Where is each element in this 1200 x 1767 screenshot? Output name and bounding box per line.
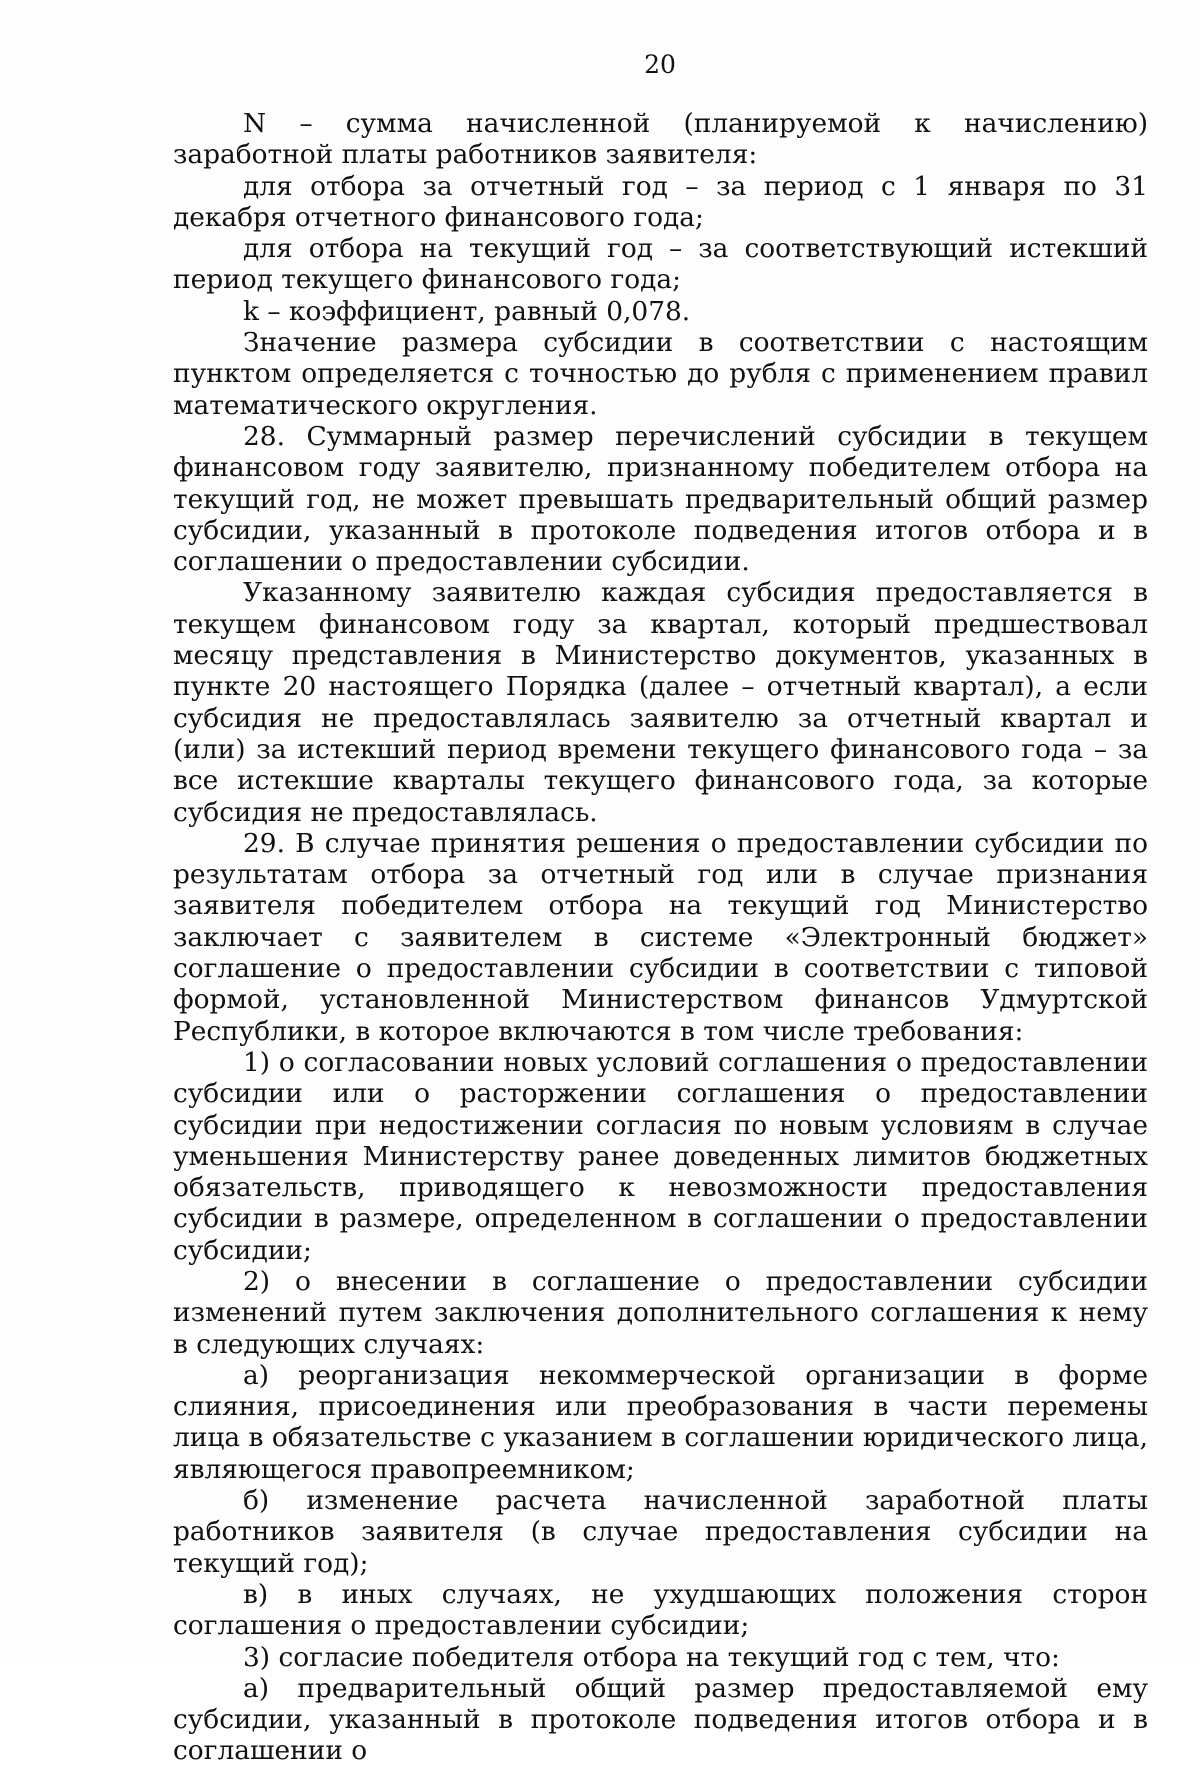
paragraph-requirement-1: 1) о согласовании новых условий соглашения о предоставлении субсидии или о расторжении соглашения о предоставлении субсидии при недостижении согласия по новым условиям в случае уменьшения Министерству ранее доведенных лимитов бюджетных обязательств, приводящего к невозможности предоставления субсидии в размере, определенном в соглашении о предоставлении субсидии; [173, 1046, 1148, 1266]
paragraph-requirement-3: 3) согласие победителя отбора на текущий год с тем, что: [243, 1641, 1060, 1673]
page-number: 20 [644, 50, 676, 79]
paragraph-item-29: 29. В случае принятия решения о предоставлении субсидии по результатам отбора за отчетный год или в случае признания заявителя победителем отбора на текущий год Министерство заключает с заявителем в системе «Электронный бюджет» соглашение о предоставлении субсидии в соответствии с типовой формой, установленной Министерством финансов Удмуртской Республики, в которое включаются в том числе требования: [173, 827, 1148, 1047]
paragraph-item-28: 28. Суммарный размер перечислений субсидии в текущем финансовом году заявителю, признанному победителем отбора на текущий год, не может превышать предварительный общий размер субсидии, указанный в протоколе подведения итогов отбора и в соглашении о предоставлении субсидии. [173, 420, 1148, 578]
paragraph-k-coefficient: k – коэффициент, равный 0,078. [243, 295, 691, 327]
paragraph-requirement-2b: б) изменение расчета начисленной заработной платы работников заявителя (в случае предоставления субсидии на текущий год); [173, 1485, 1148, 1579]
document-body [173, 108, 1148, 1767]
paragraph-quarterly-subsidy: Указанному заявителю каждая субсидия предоставляется в текущем финансовом году за квартал, который предшествовал месяцу представления в Министерство документов, указанных в пункте 20 настоящего Порядка (далее – отчетный квартал), а если субсидия не предоставлялась заявителю за отчетный квартал и (или) за истекший период времени текущего финансового года – за все истекшие кварталы текущего финансового года, за которые субсидия не предоставлялась. [173, 577, 1148, 828]
paragraph-n-definition: N – сумма начисленной (планируемой к начислению) заработной платы работников заявителя: [173, 108, 1148, 171]
paragraph-rounding-rule: Значение размера субсидии в соответствии с настоящим пунктом определяется с точностью до рубля с применением правил математического округления. [173, 327, 1148, 421]
paragraph-reporting-year-period: для отбора за отчетный год – за период с 1 января по 31 декабря отчетного финансового года; [173, 170, 1148, 233]
paragraph-requirement-2: 2) о внесении в соглашение о предоставлении субсидии изменений путем заключения дополнительного соглашения к нему в следующих случаях: [173, 1265, 1148, 1360]
paragraph-requirement-2v: в) в иных случаях, не ухудшающих положения сторон соглашения о предоставлении субсидии; [173, 1578, 1148, 1642]
paragraph-requirement-3a: а) предварительный общий размер предоставляемой ему субсидии, указанный в протоколе подведения итогов отбора и в соглашении о [173, 1672, 1148, 1767]
paragraph-current-year-period: для отбора на текущий год – за соответствующий истекший период текущего финансового года; [173, 233, 1148, 296]
paragraph-requirement-2a: а) реорганизация некоммерческой организации в форме слияния, присоединения или преобразования в части перемены лица в обязательстве с указанием в соглашении юридического лица, являющегося правопреемником; [173, 1359, 1148, 1485]
